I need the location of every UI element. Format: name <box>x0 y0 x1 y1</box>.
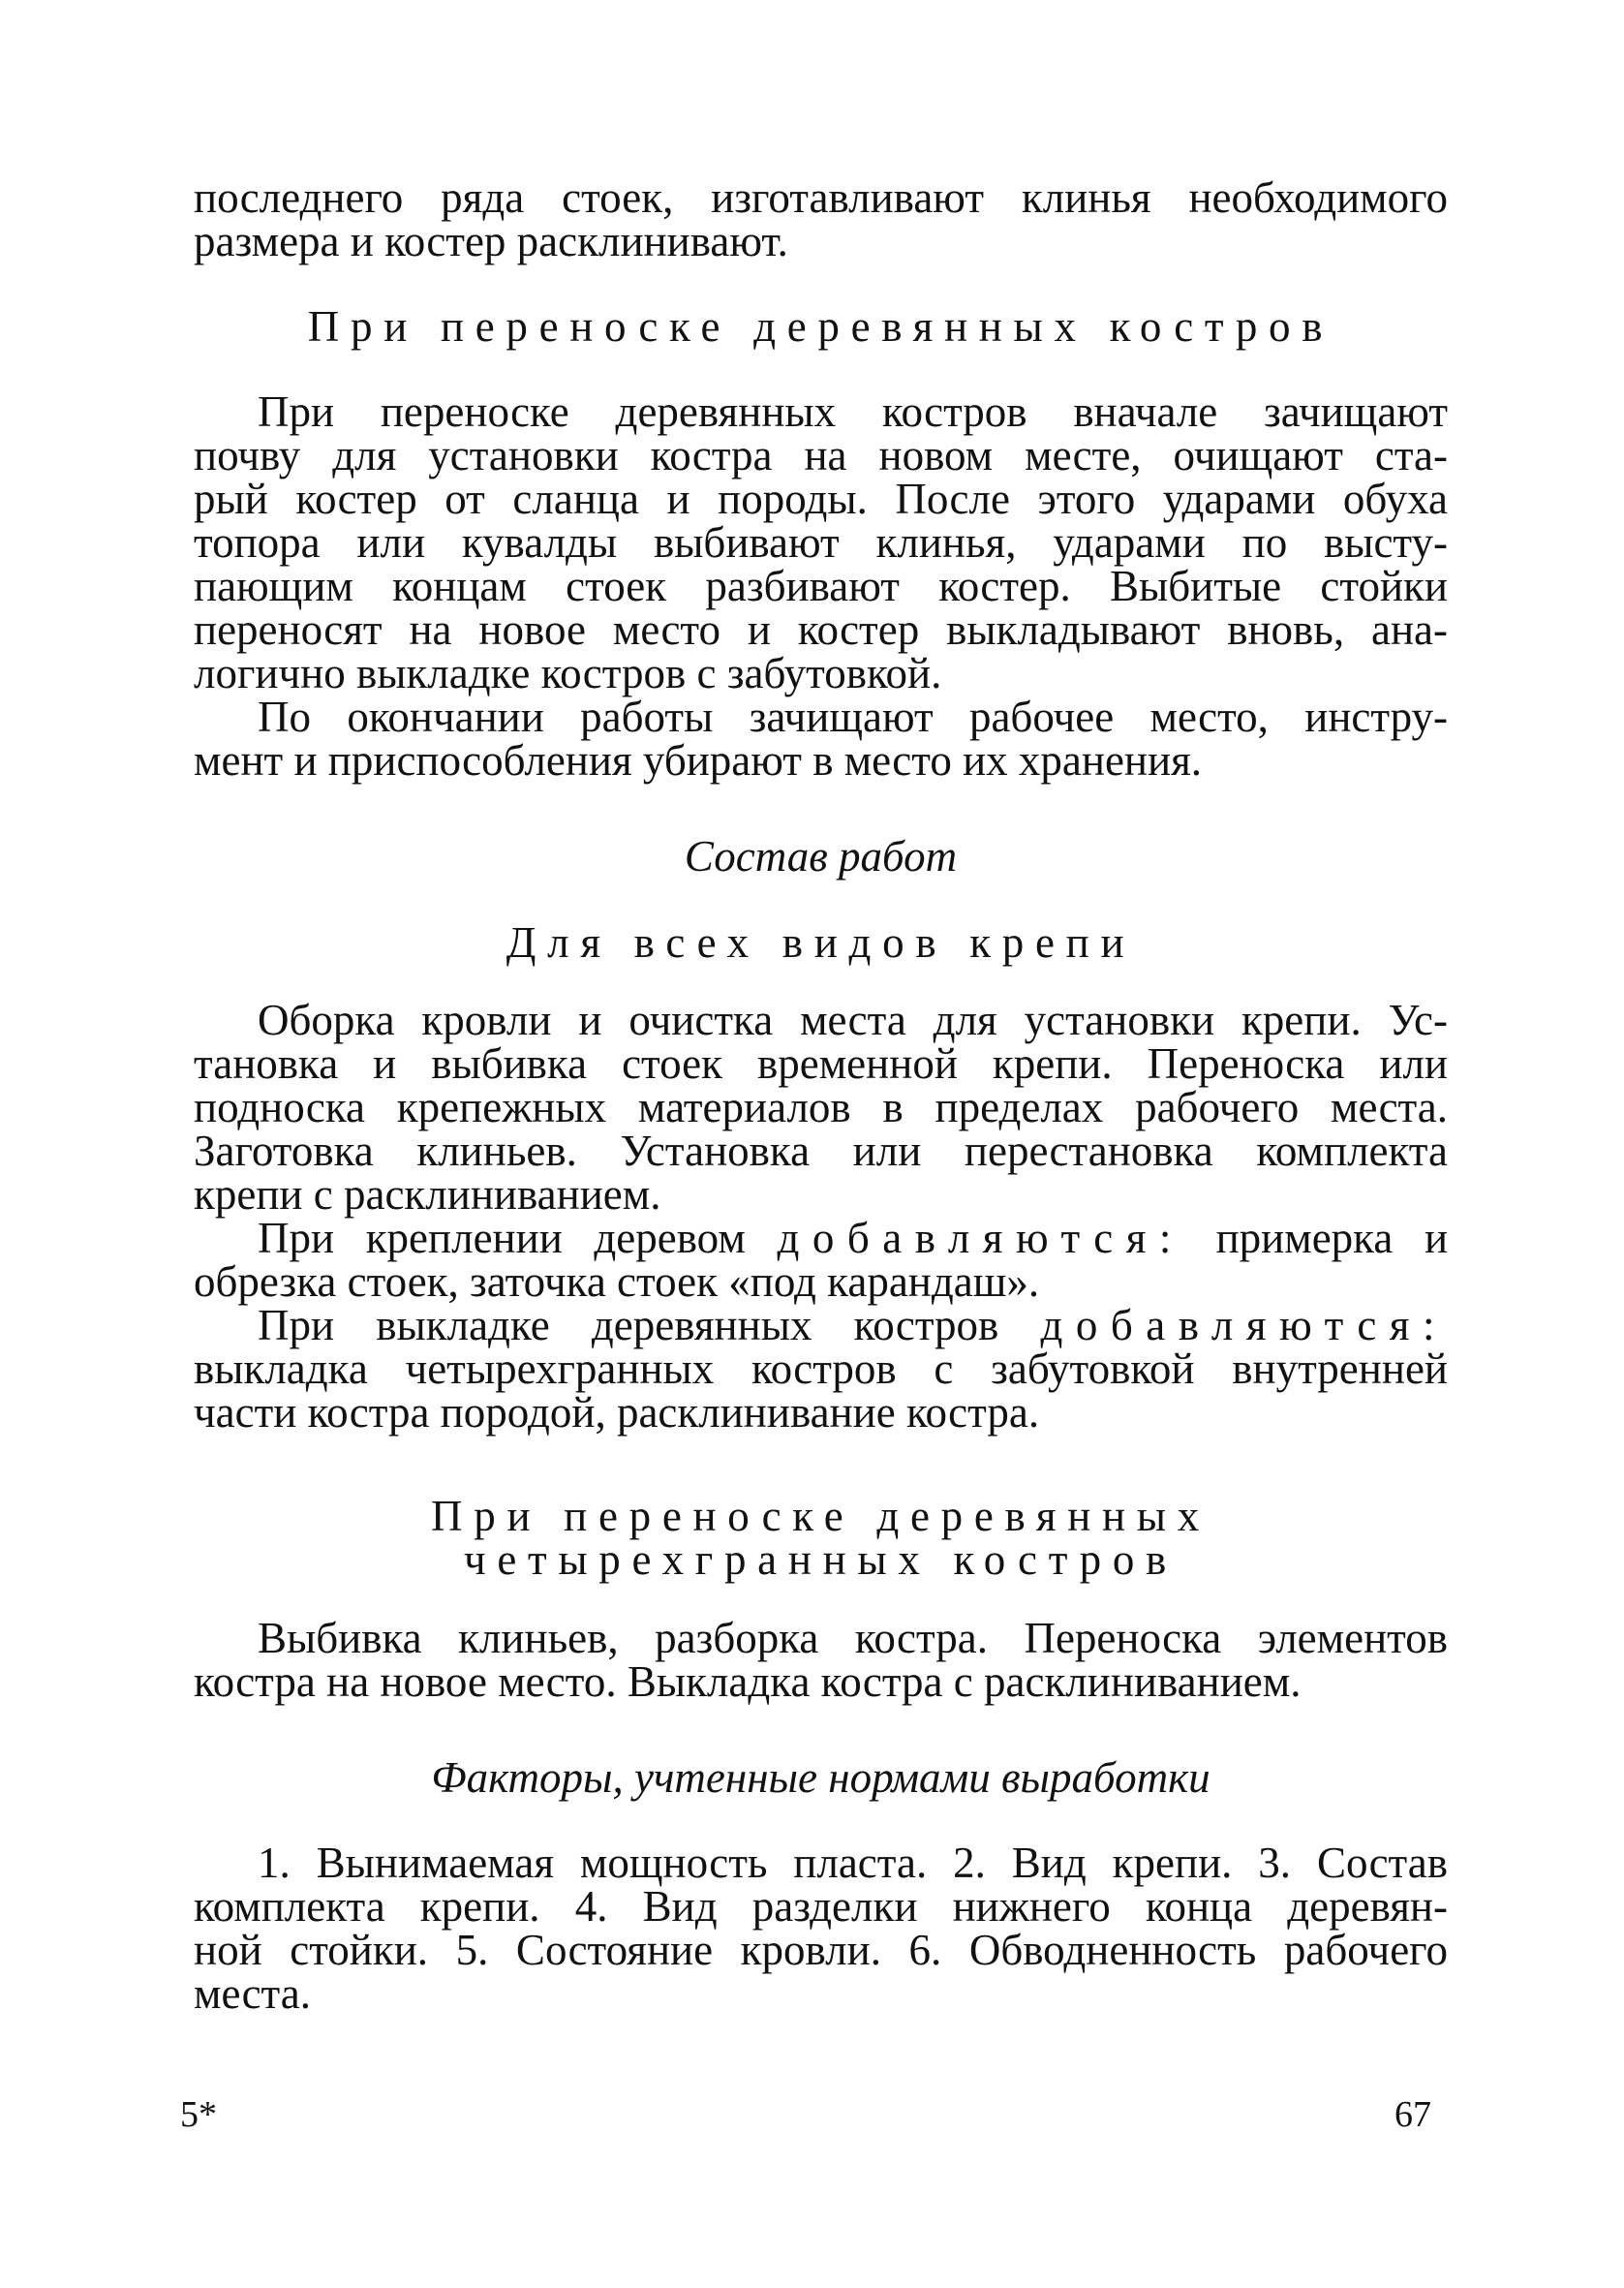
text-line: размера и костер расклинивают. <box>194 217 788 265</box>
text-fragment: примерка и <box>1215 1214 1449 1262</box>
text-line: По окончании работы зачищают рабочее место, инстру- <box>258 693 1448 741</box>
text-line: обрезка стоек, заточка стоек «под карандаш». <box>194 1257 1040 1306</box>
section-heading <box>194 1492 1448 1584</box>
text-line: части костра породой, расклинивание костра. <box>194 1388 1040 1437</box>
page-number: 67 <box>1394 2094 1431 2135</box>
text-line <box>194 1301 1448 1349</box>
text-line <box>194 1214 1449 1262</box>
text-line: выкладка четырехгранных костров с забутовкой внутренней <box>194 1345 1448 1393</box>
heading-line: четырехгранных костров <box>464 1535 1178 1584</box>
paragraph <box>194 1841 1448 2016</box>
text-line: рый костер от сланца и породы. После этого ударами обуха <box>194 475 1448 523</box>
paragraph <box>194 1214 1449 1306</box>
text-line: крепи с расклиниванием. <box>194 1170 661 1219</box>
text-line: топора или кувалды выбивают клинья, ударами по высту- <box>194 518 1448 567</box>
text-line: комплекта крепи. 4. Вид разделки нижнего конца деревян- <box>194 1882 1448 1931</box>
paragraph <box>194 693 1448 785</box>
heading-line: При переноске деревянных <box>431 1492 1210 1540</box>
section-title: Состав работ <box>684 832 958 881</box>
text-line: почву для установки костра на новом месте, очищают ста- <box>194 431 1448 479</box>
text-fragment: При креплении деревом <box>258 1214 746 1262</box>
text-line: костра на новое место. Выкладка костра с расклиниванием. <box>194 1657 1302 1706</box>
text-line: Оборка кровли и очистка места для установки крепи. Ус- <box>258 996 1448 1044</box>
section-heading: Для всех видов крепи <box>506 918 1136 967</box>
paragraph <box>194 387 1448 697</box>
text-line: переносят на новое место и костер выкладывают вновь, ана- <box>194 605 1448 654</box>
emphasis-text: добавляются: <box>777 1214 1184 1262</box>
paragraph <box>194 1614 1448 1706</box>
paragraph <box>194 1301 1448 1437</box>
section-heading: При переноске деревянных костров <box>307 302 1334 351</box>
emphasis-text: добавляются: <box>1040 1301 1448 1349</box>
signature-mark: 5* <box>180 2094 217 2135</box>
text-line: места. <box>194 1969 311 2018</box>
text-line: Заготовка клиньев. Установка или перестановка комплекта <box>194 1127 1448 1175</box>
intro-paragraph <box>194 173 1448 265</box>
text-line: 1. Вынимаемая мощность пласта. 2. Вид крепи. 3. Состав <box>258 1839 1448 1887</box>
paragraph <box>194 996 1448 1219</box>
text-line: При переноске деревянных костров вначале зачищают <box>258 387 1448 436</box>
text-line: ной стойки. 5. Состояние кровли. 6. Обводненность рабочего <box>194 1926 1448 1974</box>
text-line: Выбивка клиньев, разборка костра. Переноска элементов <box>258 1614 1448 1662</box>
text-line: подноска крепежных материалов в пределах рабочего места. <box>194 1083 1448 1131</box>
text-line: тановка и выбивка стоек временной крепи. Переноска или <box>194 1039 1448 1088</box>
text-line: последнего ряда стоек, изготавливают клинья необходимого <box>194 173 1448 222</box>
text-line: логично выкладке костров с забутовкой. <box>194 649 942 697</box>
text-fragment: При выкладке деревянных костров <box>258 1301 999 1349</box>
section-title: Факторы, учтенные нормами выработки <box>431 1753 1210 1802</box>
page-content <box>194 173 1449 2018</box>
text-line: мент и приспособления убирают в место их хранения. <box>194 736 1203 785</box>
text-line: пающим концам стоек разбивают костер. Выбитые стойки <box>194 562 1448 610</box>
